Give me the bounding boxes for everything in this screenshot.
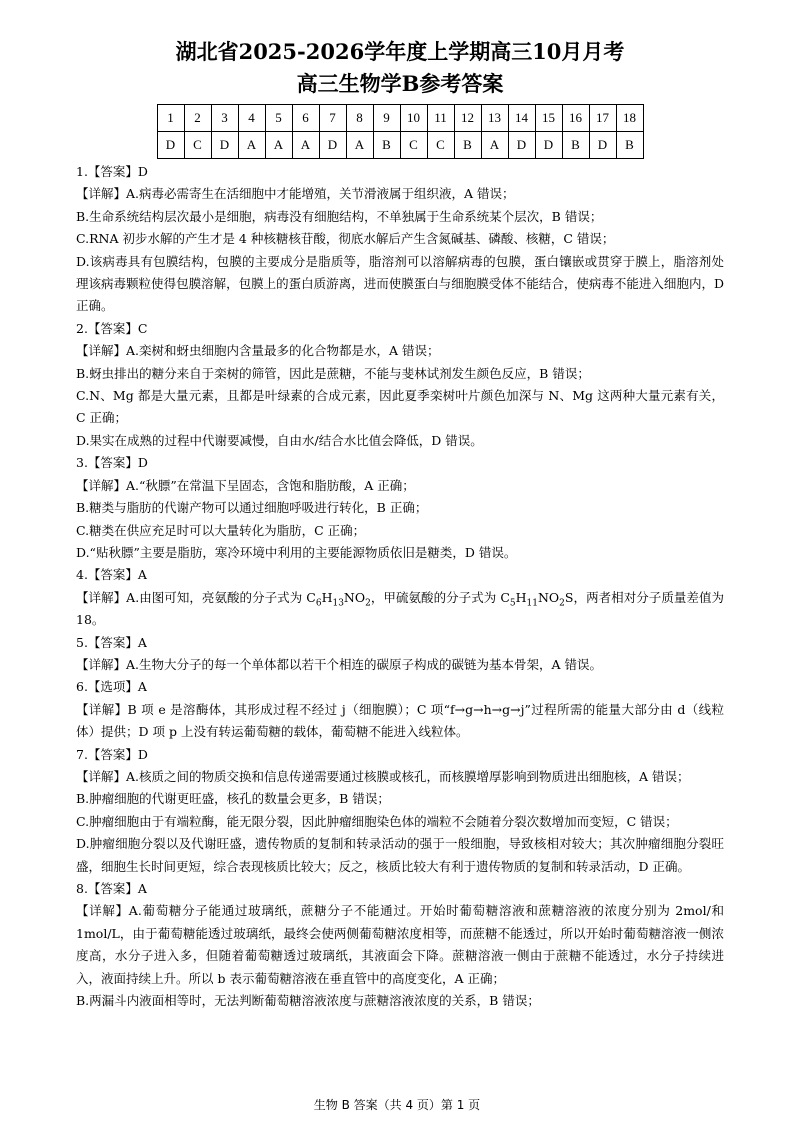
answer-key-table	[157, 104, 644, 159]
question-number-cell: 13	[481, 105, 508, 132]
question-number-cell: 15	[535, 105, 562, 132]
question-2-line: 【详解】A.栾树和蚜虫细胞内含量最多的化合物都是水，A 错误；	[76, 343, 440, 359]
question-number-cell: 18	[616, 105, 643, 132]
question-number-cell: 4	[238, 105, 265, 132]
question-8-head: 8.【答案】A	[76, 881, 147, 896]
question-number-cell: 6	[292, 105, 319, 132]
answer-letter-cell: B	[616, 132, 643, 159]
question-number-row	[157, 105, 643, 132]
question-6-head: 6.【选项】A	[76, 679, 147, 695]
answer-letter-cell: A	[292, 132, 319, 159]
question-1-head: 1.【答案】D	[76, 164, 148, 179]
question-4-line: 【详解】A.由图可知，亮氨酸的分子式为 $C_6H_{13}NO_2$，甲硫氨酸的分子式为 $C_5H_{11}NO_2S$，两者相对分子质量差值为 18。	[76, 589, 724, 628]
question-number-cell: 16	[562, 105, 589, 132]
page-footer: 生物 B 答案（共 4 页）第 1 页	[313, 1098, 481, 1112]
page-title: 湖北省2025-2026学年度上学期高三10月月考	[175, 39, 625, 64]
answer-letter-cell: D	[508, 132, 535, 159]
question-number-cell: 3	[211, 105, 238, 132]
question-3-head: 3.【答案】D	[76, 455, 148, 471]
question-7-line: B.肿瘤细胞的代谢更旺盛，核孔的数量会更多，B 错误；	[76, 791, 390, 807]
question-number-cell: 14	[508, 105, 535, 132]
question-2-line: B.蚜虫排出的糖分来自于栾树的筛管，因此是蔗糖，不能与斐林试剂发生颜色反应，B 错误；	[76, 365, 590, 381]
answer-letter-cell: A	[346, 132, 373, 159]
answer-letter-cell: D	[211, 132, 238, 159]
question-number-cell: 7	[319, 105, 346, 132]
answer-letter-cell: A	[265, 132, 292, 159]
question-8-line: B.两漏斗内液面相等时，无法判断葡萄糖溶液浓度与蔗糖溶液浓度的关系，B 错误；	[76, 993, 540, 1009]
answer-sheet-page	[76, 36, 724, 1012]
question-5-line: 【详解】A.生物大分子的每一个单体都以若干个相连的碳原子构成的碳链为基本骨架，A 错误。	[76, 656, 603, 672]
question-6-line: 【详解】B 项 e 是溶酶体，其形成过程不经过 j（细胞膜）；C 项“f→g→h→g→j”过程所需的能量大部分由 d（线粒体）提供；D 项 p 上没有转运葡萄糖的载体，葡萄糖不能进入线粒体。	[76, 701, 724, 740]
answer-letter-row	[157, 132, 643, 159]
question-1-line: C.RNA 初步水解的产生才是 4 种核糖核苷酸，彻底水解后产生含氮碱基、磷酸、核糖，C 错误；	[76, 231, 615, 247]
answer-letter-cell: A	[238, 132, 265, 159]
question-7-line: D.肿瘤细胞分裂以及代谢旺盛，遗传物质的复制和转录活动的强于一般细胞，导致核相对较大；其次肿瘤细胞分裂旺盛，细胞生长时间更短，综合表现核质比较大；反之，核质比较大有利于遗传物质的复制和转录活动，D 正确。	[76, 836, 724, 874]
question-8-line: 【详解】A.葡萄糖分子能通过玻璃纸，蔗糖分子不能通过。开始时葡萄糖溶液和蔗糖溶液的浓度分别为 2mol/和 1mol/L，由于葡萄糖能透过玻璃纸，最终会使两侧葡萄糖浓度相等，而蔗糖不能透过，所以开始时葡萄糖溶液一侧浓度高，水分子进入多，但随着葡萄糖透过玻璃纸，其液面会下降。蔗糖溶液一侧由于蔗糖不能透过，水分子持续进入，液面持续上升。所以 b 表示葡萄糖溶液在垂直管中的高度变化，A 正确；	[76, 903, 724, 986]
answer-letter-cell: B	[562, 132, 589, 159]
page-subtitle: 高三生物学B参考答案	[296, 71, 504, 96]
question-1-line: B.生命系统结构层次最小是细胞，病毒没有细胞结构，不单独属于生命系统某个层次，B 错误；	[76, 208, 603, 224]
question-4-head: 4.【答案】A	[76, 567, 147, 583]
answer-letter-cell: D	[319, 132, 346, 159]
question-number-cell: 10	[400, 105, 427, 132]
question-1-line: 【详解】A.病毒必需寄生在活细胞中才能增殖，关节滑液属于组织液，A 错误；	[76, 186, 515, 202]
question-2-head: 2.【答案】C	[76, 320, 148, 336]
question-number-cell: 17	[589, 105, 616, 132]
question-number-cell: 5	[265, 105, 292, 132]
question-number-cell: 8	[346, 105, 373, 132]
answer-letter-cell: D	[535, 132, 562, 159]
answer-letter-cell: D	[157, 132, 184, 159]
explanations	[76, 161, 724, 1012]
question-7-line: 【详解】A.核质之间的物质交换和信息传递需要通过核膜或核孔，而核膜增厚影响到物质进出细胞核，A 错误；	[76, 768, 690, 784]
question-7-line: C.肿瘤细胞由于有端粒酶，能无限分裂，因此肿瘤细胞染色体的端粒不会随着分裂次数增加而变短，C 错误；	[76, 813, 678, 829]
question-number-cell: 1	[157, 105, 184, 132]
question-number-cell: 11	[427, 105, 454, 132]
question-3-line: C.糖类在供应充足时可以大量转化为脂肪，C 正确；	[76, 522, 366, 538]
question-1-line: D.该病毒具有包膜结构，包膜的主要成分是脂质等，脂溶剂可以溶解病毒的包膜，蛋白镶嵌或贯穿于膜上，脂溶剂处理该病毒颗粒使得包膜溶解，包膜上的蛋白质游离，进而使膜蛋白与细胞膜受体不能结合，使病毒不能进入细胞内，D 正确。	[76, 253, 724, 314]
answer-letter-cell: C	[400, 132, 427, 159]
answer-letter-cell: D	[589, 132, 616, 159]
answer-letter-cell: B	[373, 132, 400, 159]
question-2-line: C.N、Mg 都是大量元素，且都是叶绿素的合成元素，因此夏季栾树叶片颜色加深与 N、Mg 这两种大量元素有关，C 正确；	[76, 388, 724, 426]
question-3-line: B.糖类与脂肪的代谢产物可以通过细胞呼吸进行转化，B 正确；	[76, 500, 428, 516]
question-7-head: 7.【答案】D	[76, 746, 148, 762]
question-number-cell: 12	[454, 105, 481, 132]
question-3-line: D.“贴秋膘”主要是脂肪，寒冷环境中利用的主要能源物质依旧是糖类，D 错误。	[76, 544, 517, 560]
question-2-line: D.果实在成熟的过程中代谢要减慢，自由水/结合水比值会降低，D 错误。	[76, 432, 483, 448]
question-3-line: 【详解】A.“秋膘”在常温下呈固态，含饱和脂肪酸，A 正确；	[76, 477, 415, 493]
answer-letter-cell: A	[481, 132, 508, 159]
answer-letter-cell: C	[427, 132, 454, 159]
question-number-cell: 2	[184, 105, 211, 132]
question-number-cell: 9	[373, 105, 400, 132]
question-5-head: 5.【答案】A	[76, 634, 147, 650]
answer-letter-cell: C	[184, 132, 211, 159]
answer-letter-cell: B	[454, 132, 481, 159]
